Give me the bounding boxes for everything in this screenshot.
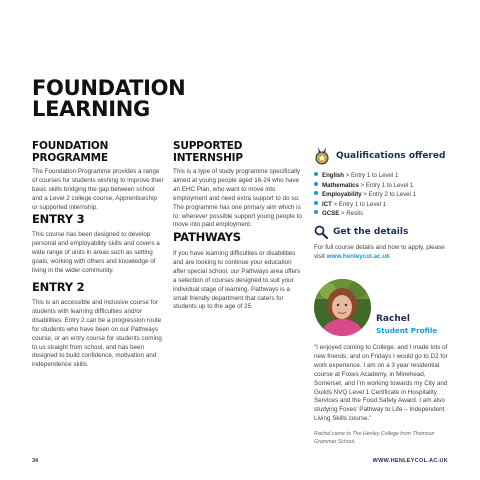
entry2-section bbox=[32, 281, 164, 370]
details-title: Get the details bbox=[333, 227, 409, 237]
supported-internship-heading: SUPPORTED INTERNSHIP bbox=[173, 140, 243, 164]
foundation-programme-heading: FOUNDATION PROGRAMME bbox=[32, 140, 109, 164]
entry3-section bbox=[32, 213, 164, 276]
supported-internship-section bbox=[173, 140, 303, 230]
student-profile-label: Student Profile bbox=[376, 326, 438, 335]
bullet-icon bbox=[314, 201, 318, 205]
student-name: Rachel bbox=[376, 314, 410, 324]
list-item bbox=[314, 200, 448, 210]
list-item bbox=[314, 181, 448, 191]
bullet-icon bbox=[314, 172, 318, 176]
qualification-subject: English bbox=[322, 172, 345, 179]
page-title: FOUNDATION LEARNING bbox=[32, 76, 186, 121]
entry3-text: This course has been designed to develop personal and employability skills and covers a wide range of units in areas such as setting goals, working with others and knowledge of living in the wider community. bbox=[32, 231, 160, 274]
qualification-detail: > Entry 1 to Level 1 bbox=[331, 200, 387, 208]
qualification-detail: > Entry 2 to Level 1 bbox=[361, 191, 416, 199]
details-text bbox=[314, 244, 448, 262]
search-icon bbox=[314, 225, 328, 239]
details-header bbox=[314, 225, 448, 239]
student-quote: “I enjoyed coming to College, and I made lots of new friends, and on Fridays I would go to D2 for work experience. I am on a 3 year residential course at Foxes Academy, in Minehead, Somerset, and I’m working towards my City and Guilds NVQ Level 1 Certificate in Hospitality Services and the Food Safety Award. I am also studying Foxes’ Pathway to Life – Independent Living Skills course.” bbox=[314, 344, 448, 423]
list-item bbox=[314, 209, 448, 219]
bullet-icon bbox=[314, 182, 318, 186]
footer-website: WWW.HENLEYCOL.AC.UK bbox=[372, 458, 448, 464]
list-item bbox=[314, 171, 448, 181]
entry2-heading: ENTRY 2 bbox=[32, 280, 85, 294]
foundation-programme-text: The Foundation Programme provides a range of courses for students wishing to improve their basic skills bridging the gap between school and a Level 2 college course, Apprenticeship or supported internship. bbox=[32, 168, 164, 211]
page-number: 34 bbox=[32, 458, 39, 464]
pathways-text: If you have learning difficulties or disabilities and are looking to continue your education after special school, our Pathways area offers a selection of courses designed to suit your individual stage of learning. Pathways is a small friendly department that caters for students up to the age of 25. bbox=[173, 250, 301, 311]
qualification-subject: Mathematics bbox=[322, 181, 359, 189]
pathways-section bbox=[173, 231, 303, 312]
supported-internship-text: This is a type of study programme specifically aimed at young people aged 16-24 who have an EHC Plan, who want to move into employment and need extra support to do so. The programme has one primary aim which is to: wherever possible support young people to move into paid employment. bbox=[173, 168, 302, 229]
medal-icon bbox=[314, 147, 330, 165]
details-description: For full course details and how to apply, please visit bbox=[314, 244, 445, 260]
qualification-detail: > Resits bbox=[339, 210, 364, 218]
website-link[interactable]: www.henleycol.ac.uk bbox=[326, 252, 390, 260]
details-box bbox=[314, 225, 448, 262]
qualification-detail: > Entry 1 to Level 1 bbox=[344, 172, 399, 179]
student-portrait-image bbox=[314, 279, 371, 336]
qualifications-header bbox=[314, 147, 448, 165]
list-item bbox=[314, 190, 448, 200]
qualification-subject: GCSE bbox=[322, 210, 340, 218]
qualifications-box bbox=[314, 147, 448, 219]
bullet-icon bbox=[314, 191, 318, 195]
entry3-heading: ENTRY 3 bbox=[32, 212, 85, 226]
student-photo bbox=[314, 279, 371, 336]
qualifications-list bbox=[314, 171, 448, 219]
qualification-subject: ICT bbox=[322, 200, 332, 208]
student-quote-section bbox=[314, 344, 448, 446]
qualification-detail: > Entry 1 to Level 1 bbox=[358, 181, 414, 189]
qualifications-title: Qualifications offered bbox=[336, 151, 446, 161]
foundation-programme-section bbox=[32, 140, 164, 213]
qualification-subject: Employability bbox=[322, 191, 362, 199]
pathways-heading: PATHWAYS bbox=[173, 230, 241, 244]
entry2-text: This is an accessible and inclusive course for students with learning difficulties and/or disabilities. Entry 2 can be a progression route for students who have been on our Pathways course, or an entry course for students coming to us straight from school, and has been designed to build confidence, motivation and independence skills. bbox=[32, 299, 162, 369]
student-credit: Rachel came to The Henley College from Thomson Grammar School. bbox=[314, 431, 435, 445]
bullet-icon bbox=[314, 210, 318, 214]
